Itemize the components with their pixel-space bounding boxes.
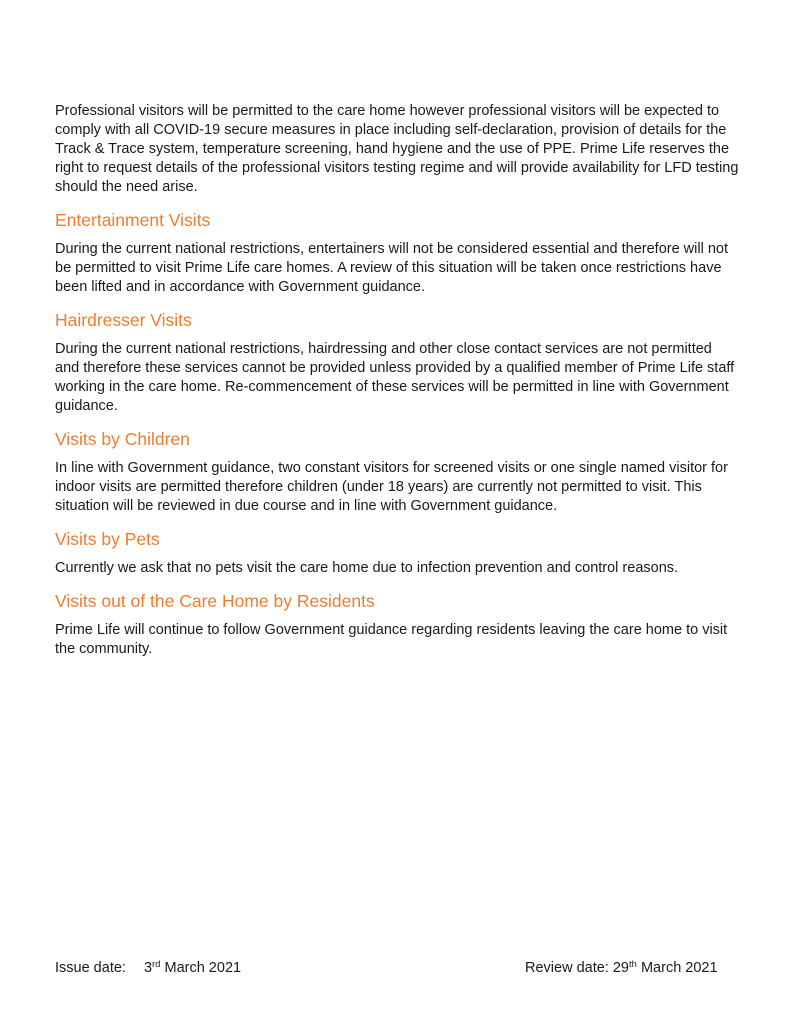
section-body-visits-by-pets: Currently we ask that no pets visit the care home due to infection prevention and control reasons.	[55, 560, 679, 576]
section-heading-hairdresser-visits: Hairdresser Visits	[55, 310, 192, 330]
issue-date	[55, 960, 241, 976]
section-heading-visits-out-of-care-home: Visits out of the Care Home by Residents	[55, 591, 375, 611]
section-body-hairdresser-visits: During the current national restrictions, hairdressing and other close contact services are not permitted and therefore these services cannot be provided unless provided by a qualified member of Prime Life staff working in the care home. Re-commencement of these services will be permitted in line with Government guidance.	[55, 341, 735, 414]
section-body-entertainment-visits: During the current national restrictions, entertainers will not be considered essential and therefore will not be permitted to visit Prime Life care homes. A review of this situation will be taken once restrictions have been lifted and in accordance with Government guidance.	[55, 241, 728, 295]
section-body-visits-by-children: In line with Government guidance, two constant visitors for screened visits or one single named visitor for indoor visits are permitted therefore children (under 18 years) are currently not permitted to visit. This situation will be reviewed in due course and in line with Government guidance.	[55, 460, 728, 514]
review-date-ordinal: th	[629, 959, 637, 970]
review-date-month-year: March 2021	[636, 960, 718, 976]
intro-paragraph: Professional visitors will be permitted to the care home however professional visitors will be expected to comply with all COVID-19 secure measures in place including self-declaration, provision of details for the Track & Trace system, temperature screening, hand hygiene and the use of PPE. Prime Life reserves the right to request details of the professional visitors testing regime and will provide availability for LFD testing should the need arise.	[55, 103, 739, 195]
issue-date-ordinal: rd	[152, 959, 161, 970]
issue-date-day: 3	[143, 960, 153, 976]
document-body	[55, 102, 739, 659]
section-heading-visits-by-pets: Visits by Pets	[55, 529, 160, 549]
section-heading-visits-by-children: Visits by Children	[55, 429, 190, 449]
review-date-label: Review date:	[525, 960, 613, 976]
review-date	[525, 960, 718, 976]
issue-date-month-year: March 2021	[160, 960, 242, 976]
issue-date-label: Issue date:	[55, 960, 126, 976]
section-heading-entertainment-visits: Entertainment Visits	[55, 210, 211, 230]
review-date-day: 29	[612, 960, 629, 976]
section-body-visits-out-of-care-home: Prime Life will continue to follow Government guidance regarding residents leaving the care home to visit the community.	[55, 622, 728, 657]
